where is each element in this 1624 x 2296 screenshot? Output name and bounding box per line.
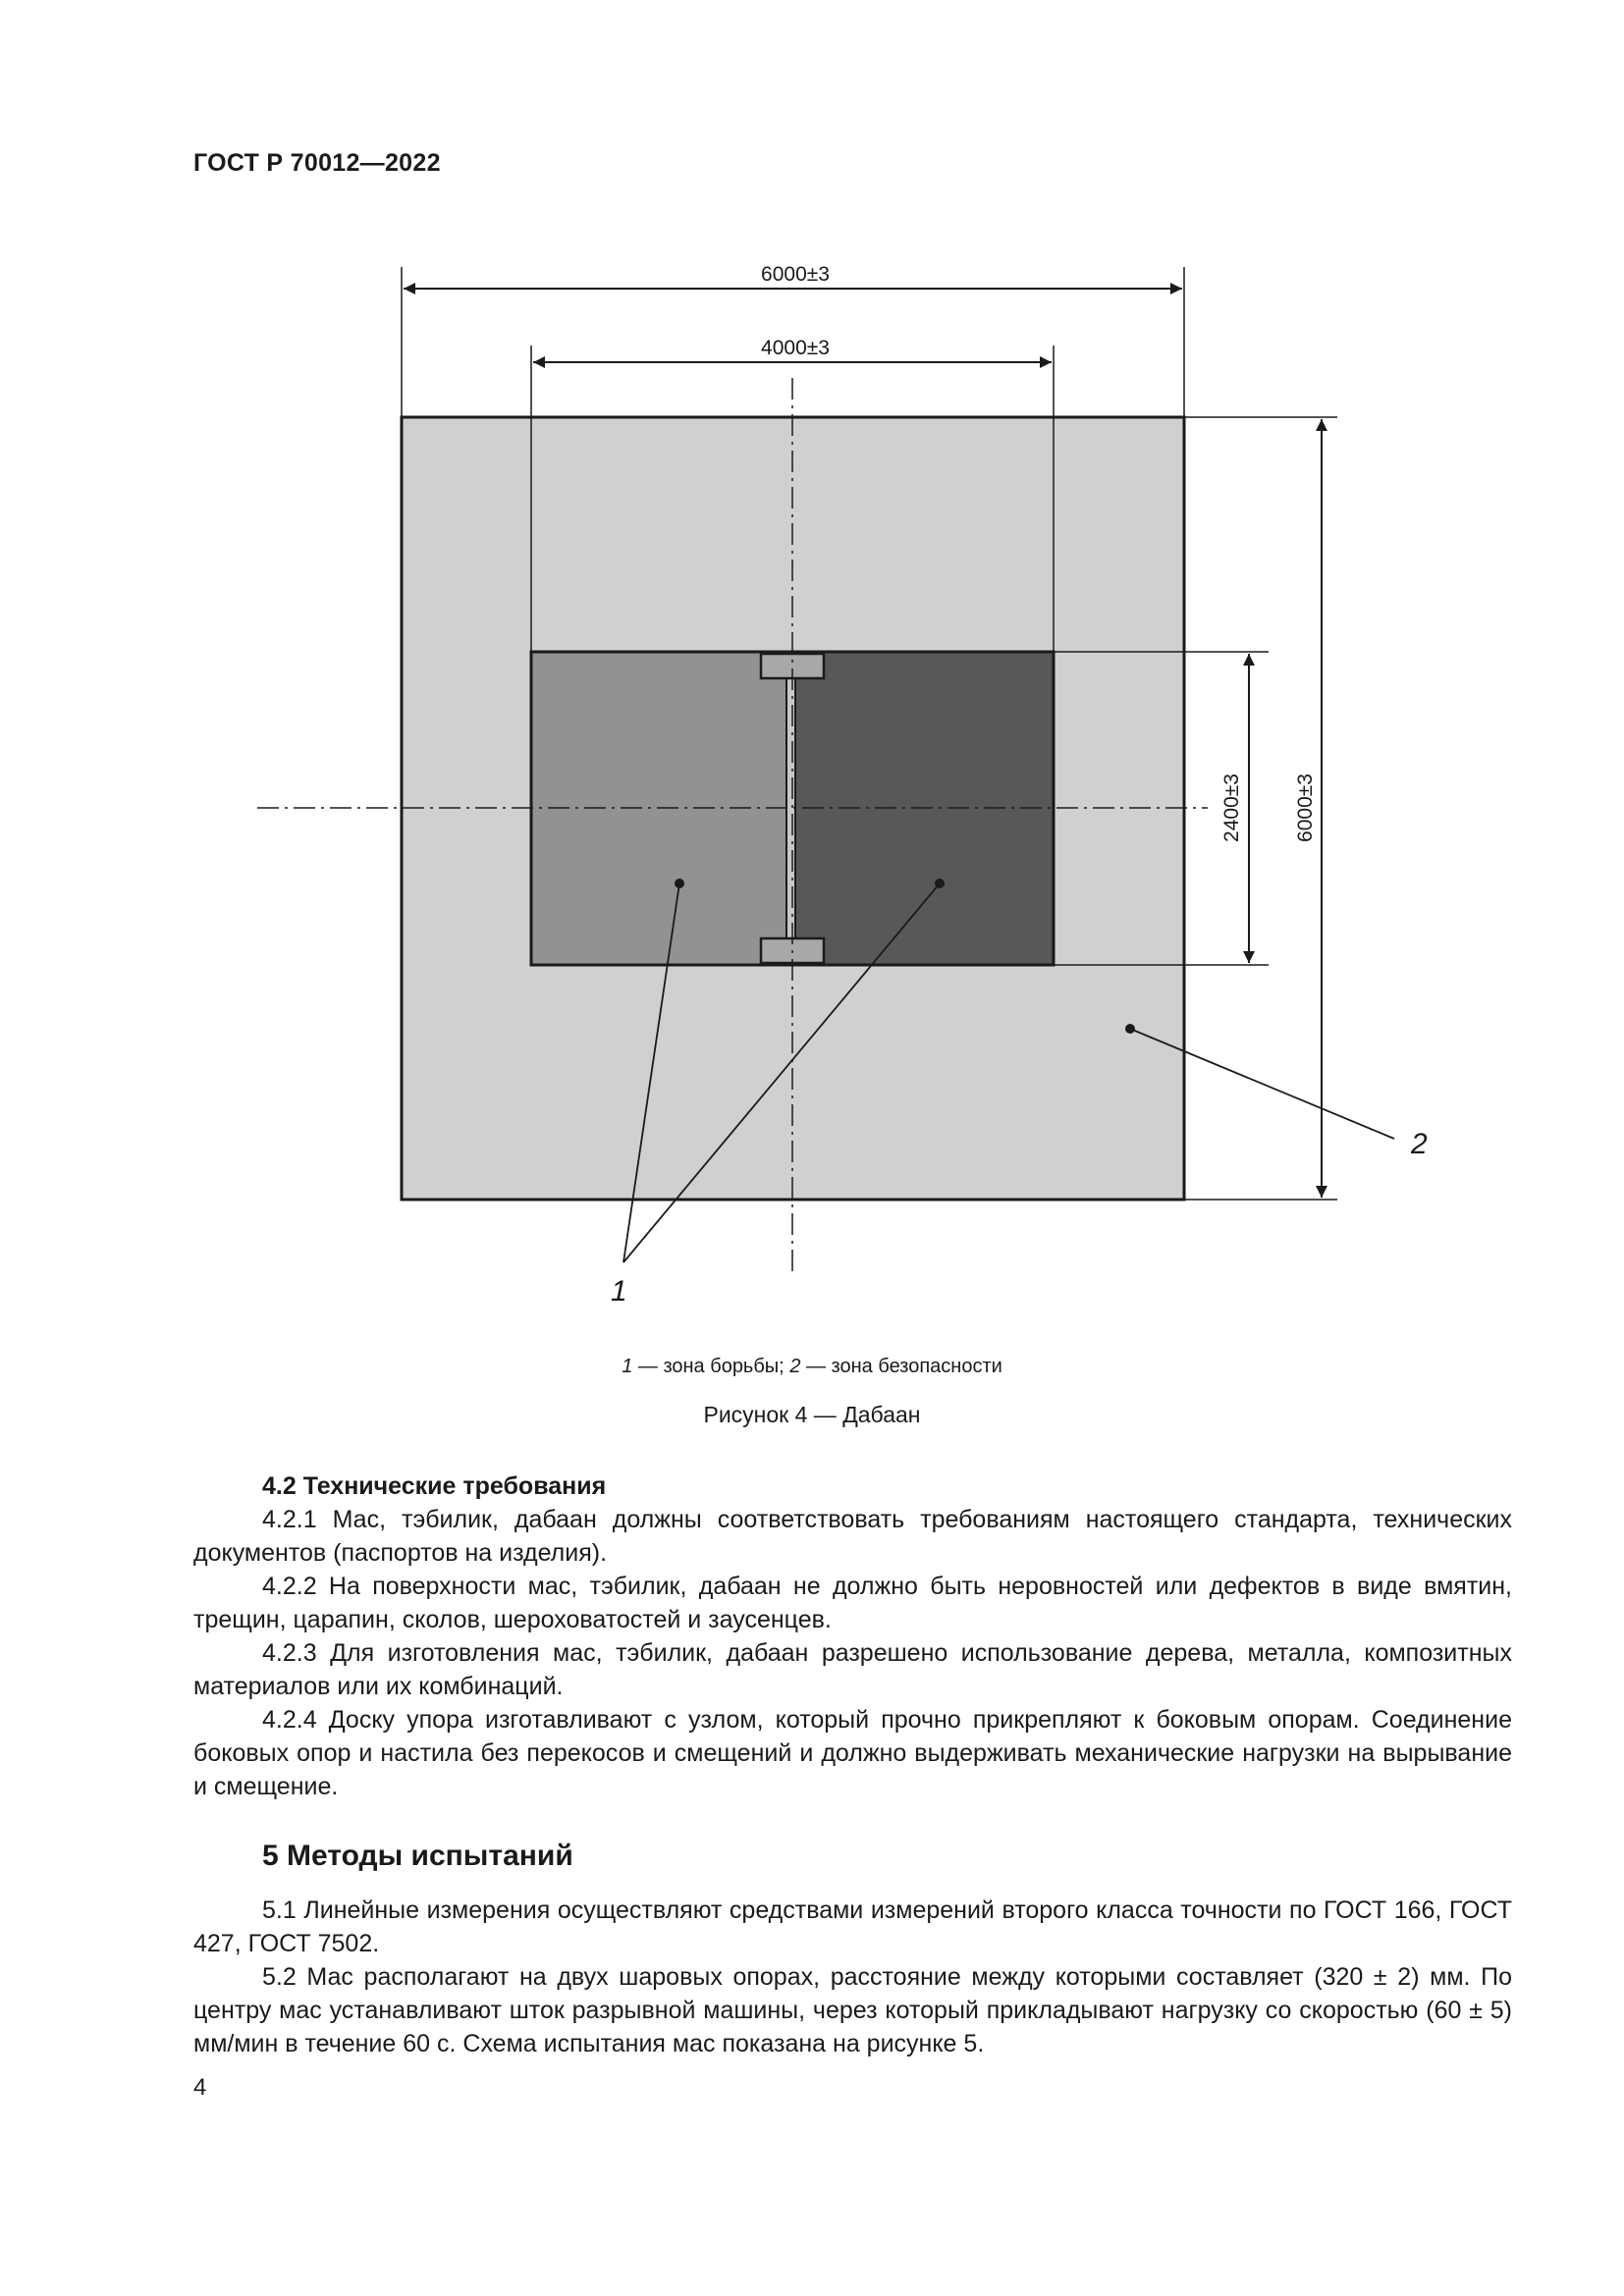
dim-label-inner-width: 4000±3	[761, 337, 830, 359]
legend-number-2: 2	[789, 1356, 801, 1377]
leader-dot-safety	[1125, 1024, 1135, 1034]
dim-label-outer-height: 6000±3	[1294, 774, 1317, 842]
paragraph-4-2-3: 4.2.3 Для изготовления мас, тэбилик, дабаан разрешено использование дерева, металла, композитных материалов или их комбинаций.	[193, 1639, 1512, 1700]
paragraph-5-1: 5.1 Линейные измерения осуществляют средствами измерений второго класса точности по ГОСТ 166, ГОСТ 427, ГОСТ 7502.	[193, 1896, 1512, 1957]
document-header: ГОСТ Р 70012—2022	[193, 149, 441, 177]
legend-text-1: — зона борьбы;	[632, 1356, 790, 1377]
section-heading-4-2: 4.2 Технические требования	[262, 1472, 607, 1500]
legend-text-2: — зона безопасности	[800, 1356, 1002, 1377]
leader-dot-right	[935, 879, 945, 888]
paragraph-4-2-4: 4.2.4 Доску упора изготавливают с узлом, который прочно прикрепляют к боковым опорам. Соединение боковых опор и настила без перекосов и смещений и должно выдерживать механические нагрузки на вырывание и смещение.	[193, 1706, 1512, 1800]
paragraph-4-2-2: 4.2.2 На поверхности мас, тэбилик, дабаан не должно быть неровностей или дефектов в виде вмятин, трещин, царапин, сколов, шероховатостей и заусенцев.	[193, 1573, 1512, 1633]
paragraph-4-2-1: 4.2.1 Мас, тэбилик, дабаан должны соответствовать требованиям настоящего стандарта, технических документов (паспортов на изделия).	[193, 1506, 1512, 1567]
page-number: 4	[193, 2074, 207, 2101]
legend-number-1: 1	[622, 1356, 633, 1377]
document-body	[193, 1469, 1512, 2060]
figure-title: Рисунок 4 — Дабаан	[703, 1402, 921, 1427]
figure-legend	[0, 1356, 1624, 1378]
dim-label-outer-width: 6000±3	[761, 263, 830, 286]
leader-dot-left	[675, 879, 684, 888]
dim-label-inner-height: 2400±3	[1220, 774, 1243, 842]
section-heading-5: 5 Методы испытаний	[262, 1840, 573, 1872]
callout-1: 1	[611, 1275, 627, 1308]
paragraph-5-2: 5.2 Мас располагают на двух шаровых опорах, расстояние между которыми составляет (320 ± 2) мм. По центру мас устанавливают шток разрывной машины, через который прикладывают нагрузку со скоростью (60 ± 5) мм/мин в течение 60 с. Схема испытания мас показана на рисунке 5.	[193, 1963, 1512, 2057]
callout-2: 2	[1411, 1128, 1428, 1160]
